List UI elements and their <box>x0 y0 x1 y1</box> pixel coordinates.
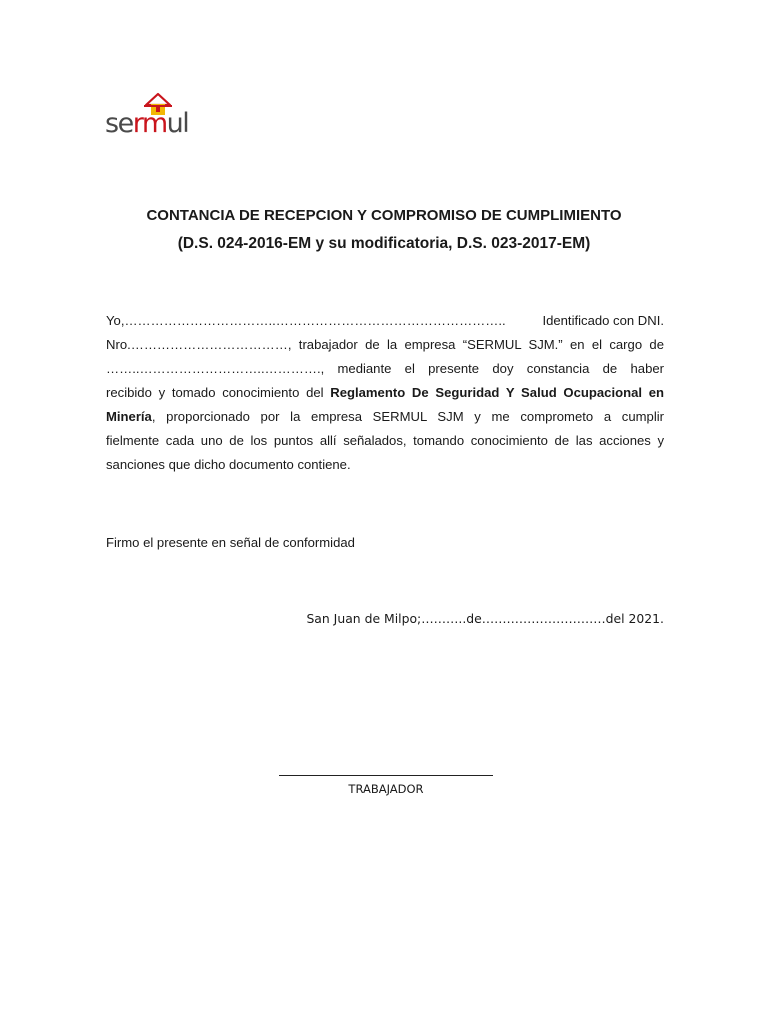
logo-wordmark: sermul <box>105 108 189 139</box>
sermul-logo <box>104 92 214 146</box>
signature-line <box>279 775 493 776</box>
document-title: CONTANCIA DE RECEPCION Y COMPROMISO DE CUMPLIMIENTO <box>146 207 622 224</box>
recibido-line: recibido y tomado conocimiento del Reglamento De Seguridad Y Salud Ocupacional en <box>106 385 664 400</box>
yo-line: Yo, ……………………………..…………………………………………….. Identificado con DNI. <box>106 313 664 328</box>
nro-line: Nro.………………………………, trabajador de la empresa “SERMUL SJM.” en el cargo de <box>106 337 664 352</box>
fielmente-line: fielmente cada uno de los puntos allí señalados, tomando conocimiento de las acciones y <box>106 433 664 448</box>
conformity-statement: Firmo el presente en señal de conformidad <box>106 535 355 550</box>
sanciones-line: sanciones que dicho documento contiene. <box>106 457 351 472</box>
declaration-paragraph <box>106 309 664 477</box>
signature-label: TRABAJADOR <box>348 782 424 796</box>
document-subtitle: (D.S. 024-2016-EM y su modificatoria, D.S. 023-2017-EM) <box>177 235 591 252</box>
place-date-line: San Juan de Milpo;………..de…………………………del 2021. <box>306 611 664 626</box>
cargo-line: ……..………………………..…………., mediante el presente doy constancia de haber <box>106 361 664 376</box>
mineria-line: Minería, proporcionado por la empresa SERMUL SJM y me comprometo a cumplir <box>106 409 664 424</box>
